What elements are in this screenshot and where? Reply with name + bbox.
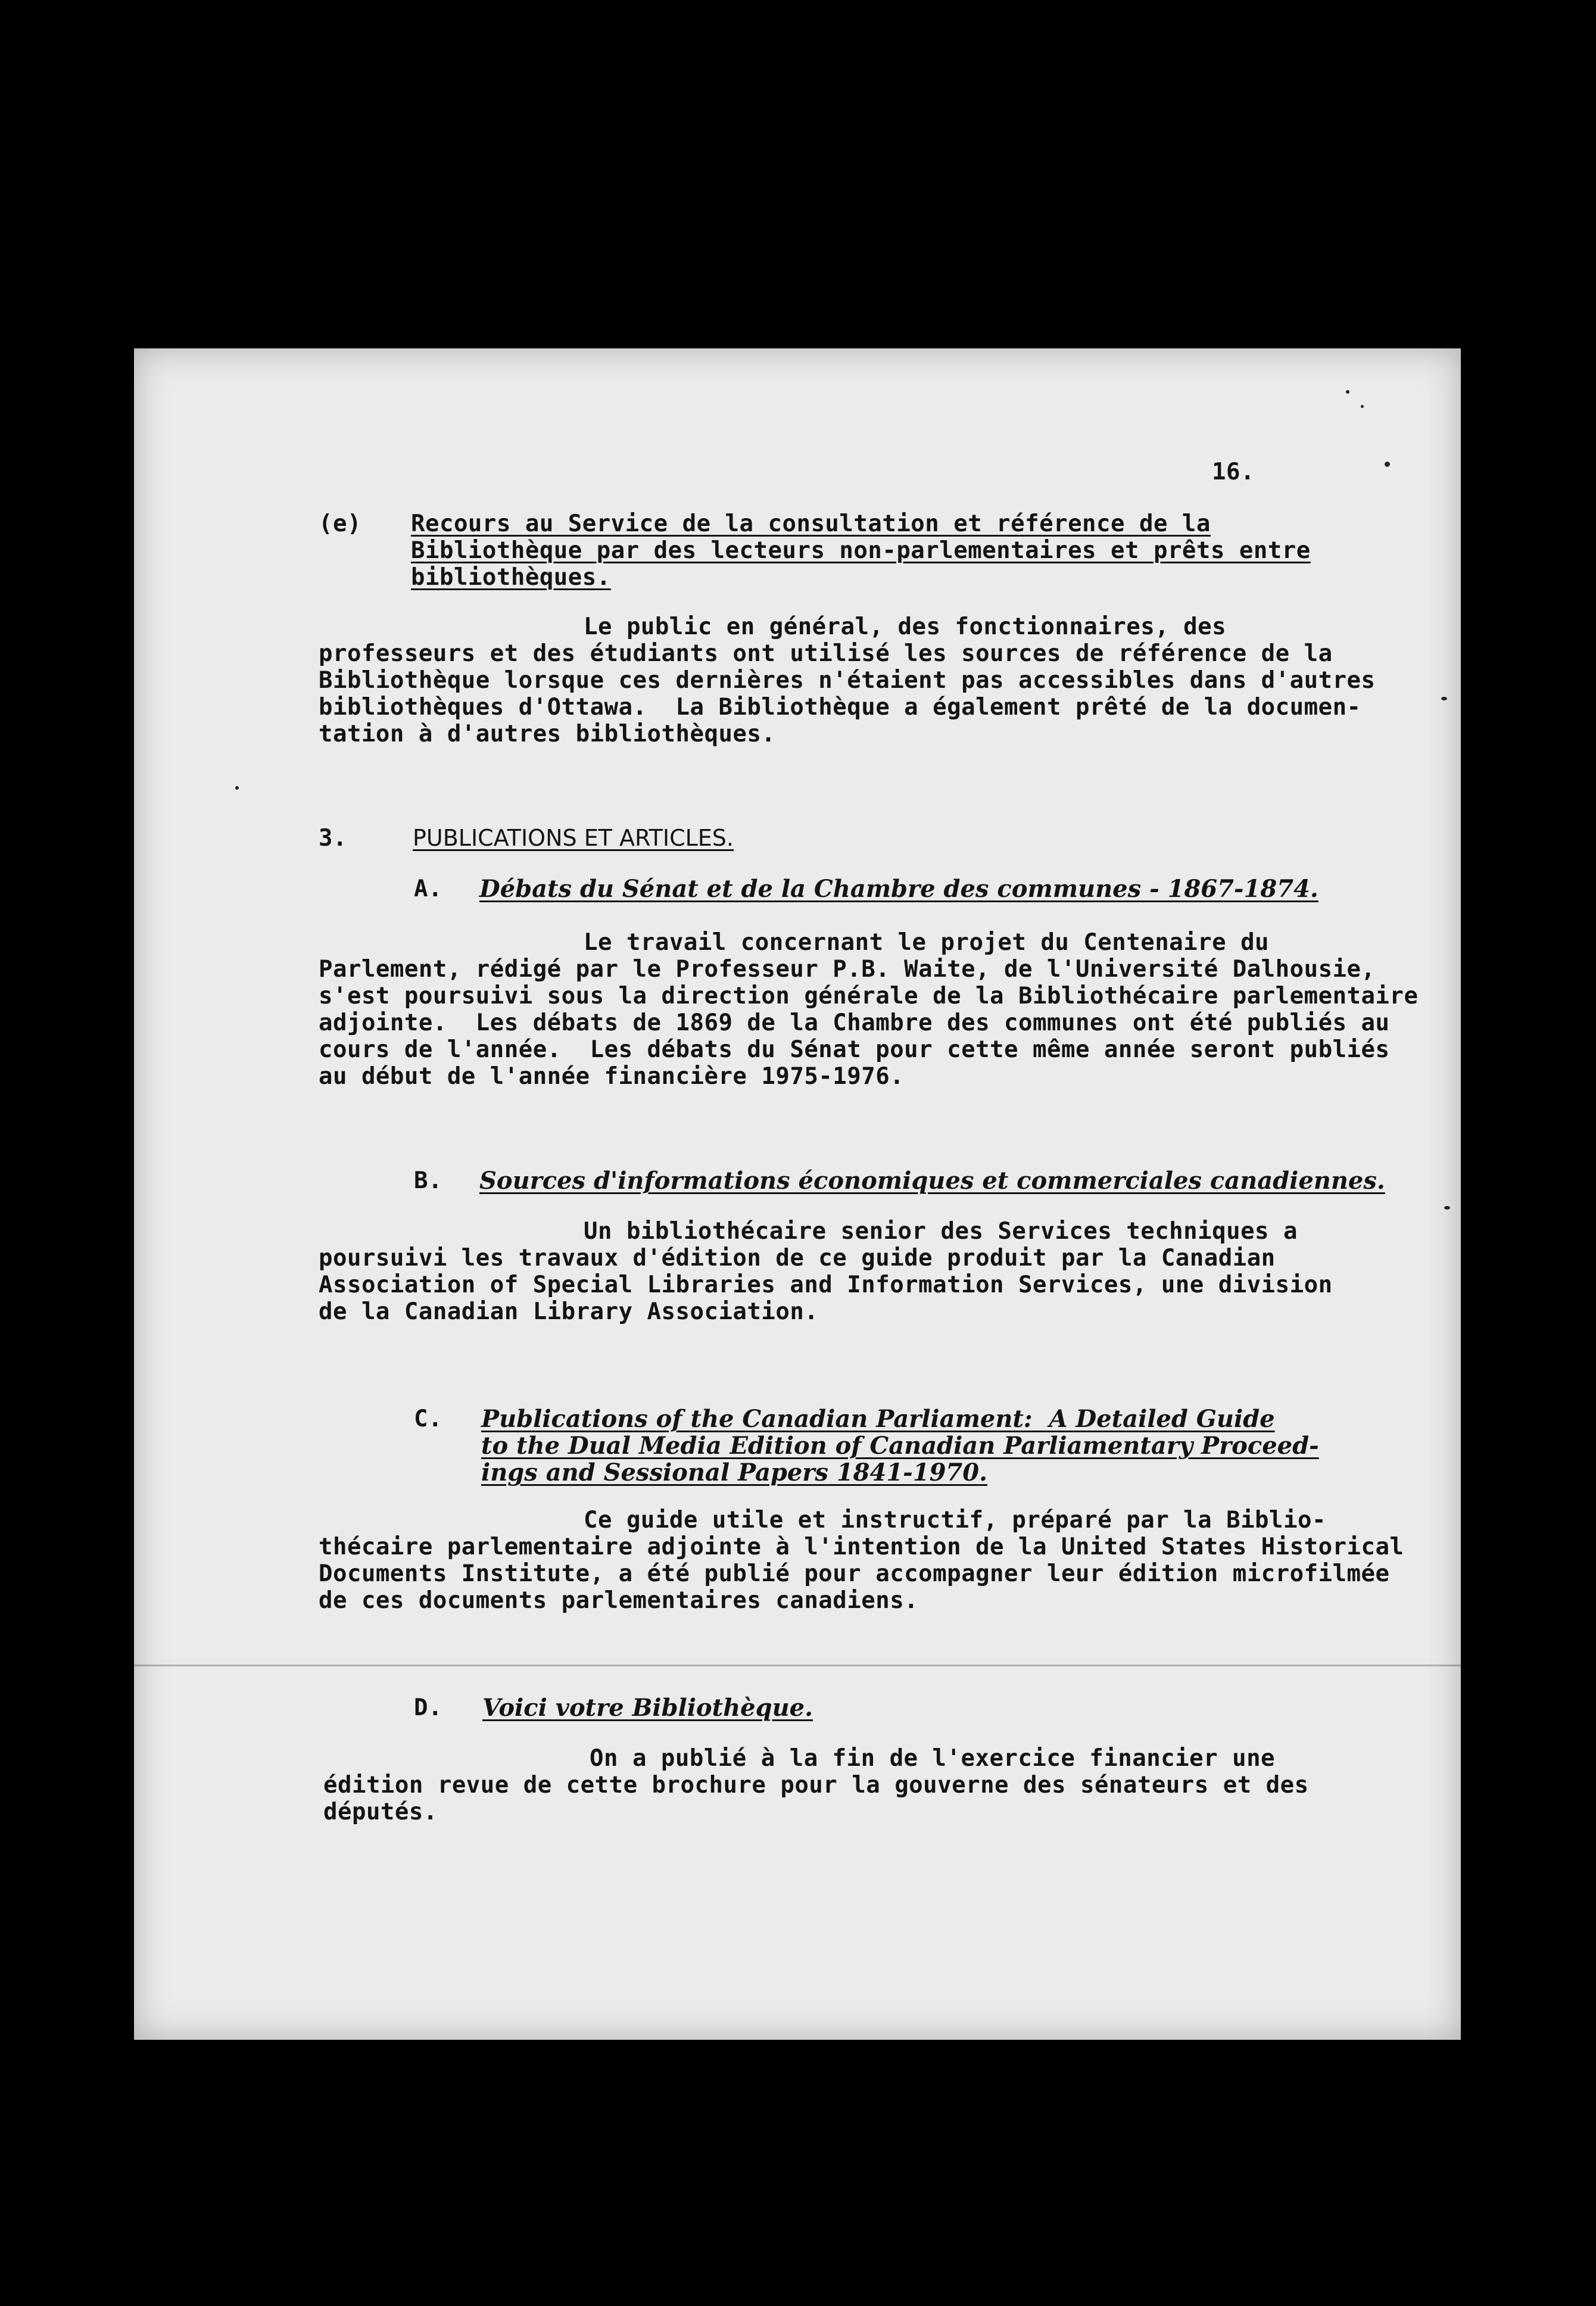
section-3-number: 3. <box>319 825 347 852</box>
item-c-title-line-3: ings and Sessional Papers 1841-1970. <box>481 1459 987 1487</box>
scan-speck <box>1444 1206 1450 1210</box>
item-c-marker: C. <box>414 1406 442 1432</box>
item-d-marker: D. <box>414 1694 442 1721</box>
section-e-marker: (e) <box>319 510 361 537</box>
item-c-body-line-3: Documents Institute, a été publié pour accompagner leur édition microfilmée <box>319 1560 1390 1587</box>
item-c-title-line-1: Publications of the Canadian Parliament: A Detailed Guide <box>481 1405 1275 1433</box>
item-c-body-line-4: de ces documents parlementaires canadiens. <box>319 1587 919 1614</box>
item-b-title: Sources d'informations économiques et commerciales canadiennes. <box>479 1167 1385 1195</box>
section-e-body-line-2: professeurs et des étudiants ont utilisé les sources de référence de la <box>319 640 1333 667</box>
item-a-body-line-3: s'est poursuivi sous la direction générale de la Bibliothécaire parlementaire <box>319 983 1419 1009</box>
item-b-body-line-3: Association of Special Libraries and Information Services, une division <box>319 1272 1333 1298</box>
item-b-marker: B. <box>414 1167 442 1194</box>
item-d-body-line-3: députés. <box>323 1799 438 1825</box>
scan-speck <box>1346 390 1349 394</box>
scan-speck <box>1361 405 1364 408</box>
item-a-body-line-4: adjointe. Les débats de 1869 de la Chambre des communes ont été publiés au <box>319 1009 1390 1036</box>
item-b-body-line-1: Un bibliothécaire senior des Services techniques a <box>584 1218 1298 1245</box>
scan-speck <box>235 786 239 790</box>
item-b-body-line-2: poursuivi les travaux d'édition de ce guide produit par la Canadian <box>319 1245 1276 1272</box>
section-e-body-line-5: tation à d'autres bibliothèques. <box>319 721 776 747</box>
item-c-title-line-2: to the Dual Media Edition of Canadian Parliamentary Proceed- <box>481 1432 1319 1460</box>
item-a-body-line-5: cours de l'année. Les débats du Sénat pour cette même année seront publiés <box>319 1036 1390 1063</box>
item-d-title: Voici votre Bibliothèque. <box>482 1694 813 1722</box>
scan-speck <box>1441 697 1447 700</box>
section-e-body-line-3: Bibliothèque lorsque ces dernières n'étaient pas accessibles dans d'autres <box>319 667 1376 694</box>
page-number: 16. <box>1212 459 1255 485</box>
item-a-body-line-1: Le travail concernant le projet du Centenaire du <box>584 929 1270 956</box>
section-e-body-line-1: Le public en général, des fonctionnaires, des <box>584 613 1227 640</box>
item-b-body-line-4: de la Canadian Library Association. <box>319 1298 819 1325</box>
section-e-heading-line-2: Bibliothèque par des lecteurs non-parlementaires et prêts entre <box>411 537 1311 564</box>
section-e-heading-line-1: Recours au Service de la consultation et référence de la <box>411 510 1211 537</box>
section-e-body-line-4: bibliothèques d'Ottawa. La Bibliothèque a également prêté de la documen- <box>319 694 1361 721</box>
document-page <box>134 348 1461 2040</box>
item-c-body-line-2: thécaire parlementaire adjointe à l'intention de la United States Historical <box>319 1534 1404 1560</box>
item-a-body-line-2: Parlement, rédigé par le Professeur P.B. Waite, de l'Université Dalhousie, <box>319 956 1376 983</box>
page-fold-line <box>134 1665 1461 1666</box>
section-3-title: PUBLICATIONS ET ARTICLES. <box>413 825 734 851</box>
section-e-heading-line-3: bibliothèques. <box>411 564 611 591</box>
item-a-marker: A. <box>414 875 442 902</box>
item-c-body-line-1: Ce guide utile et instructif, préparé par la Biblio- <box>584 1507 1326 1534</box>
scan-speck <box>1385 462 1390 467</box>
item-d-body-line-1: On a publié à la fin de l'exercice financier une <box>590 1745 1276 1772</box>
item-a-title: Débats du Sénat et de la Chambre des communes - 1867-1874. <box>479 875 1318 903</box>
item-d-body-line-2: édition revue de cette brochure pour la gouverne des sénateurs et des <box>323 1772 1309 1799</box>
item-a-body-line-6: au début de l'année financière 1975-1976. <box>319 1063 905 1090</box>
